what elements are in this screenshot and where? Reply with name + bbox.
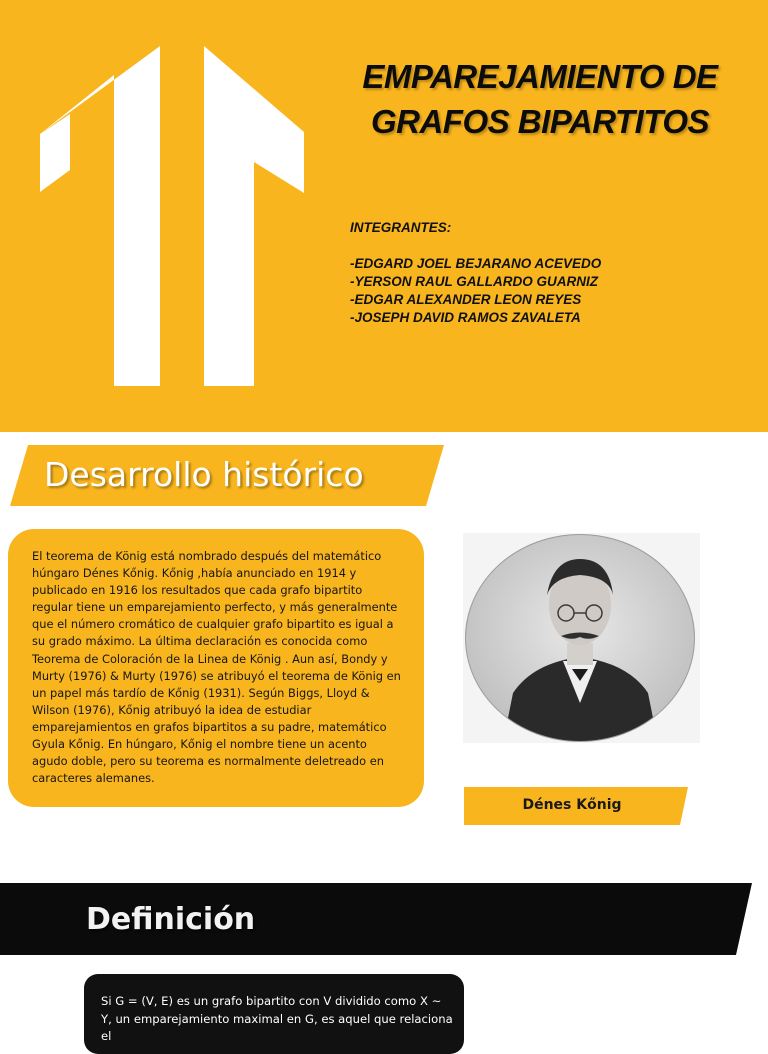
members-list <box>350 219 601 327</box>
portrait-caption-banner <box>464 787 688 825</box>
definition-heading: Definición <box>86 902 256 937</box>
definition-heading-banner <box>0 883 752 955</box>
member-item: -YERSON RAUL GALLARDO GUARNIZ <box>350 274 598 289</box>
definition-text-box <box>84 974 464 1054</box>
definition-body: Si G = (V, E) es un grafo bipartito con V dividido como X ∼ Y, un emparejamiento maximal en G, es aquel que relaciona el <box>101 994 453 1043</box>
university-logo-icon <box>0 0 320 432</box>
history-text-box <box>8 529 424 807</box>
history-heading: Desarrollo histórico <box>44 455 364 494</box>
members-heading: INTEGRANTES: <box>350 220 452 235</box>
title-slide <box>0 0 768 432</box>
member-item: -EDGAR ALEXANDER LEON REYES <box>350 292 582 307</box>
history-heading-banner <box>10 445 444 506</box>
title-line-2: GRAFOS BIPARTITOS <box>370 103 710 140</box>
history-body: El teorema de König está nombrado después del matemático húngaro Dénes Kőnig. Kőnig ,había anunciado en 1914 y publicado en 1916 los resultados que cada grafo bipartito regular tiene un emparejamiento perfecto, y más generalmente que el número cromático de cualquier grafo bipartito es igual a su grado máximo. La última declaración es conocida como Teorema de Coloración de la Linea de König . Aun así, Bondy y Murty (1976) & Murty (1976) se atribuyó el teorema de König en un papel más tardío de Kőnig (1931). Según Biggs, Lloyd & Wilson (1976), Kőnig atribuyó la idea de estudiar emparejamientos en grafos bipartitos a su padre, matemático Gyula Kőnig. En húngaro, Kőnig el nombre tiene un acento agudo doble, pero su teorema es normalmente deletreado en caracteres alemanes. <box>32 549 401 786</box>
member-item: -JOSEPH DAVID RAMOS ZAVALETA <box>350 310 581 325</box>
portrait-caption: Dénes Kőnig <box>522 797 622 813</box>
presentation-title <box>330 54 750 144</box>
title-line-1: EMPAREJAMIENTO DE <box>362 58 718 95</box>
member-item: -EDGARD JOEL BEJARANO ACEVEDO <box>350 256 602 271</box>
portrait-photo <box>463 533 700 743</box>
